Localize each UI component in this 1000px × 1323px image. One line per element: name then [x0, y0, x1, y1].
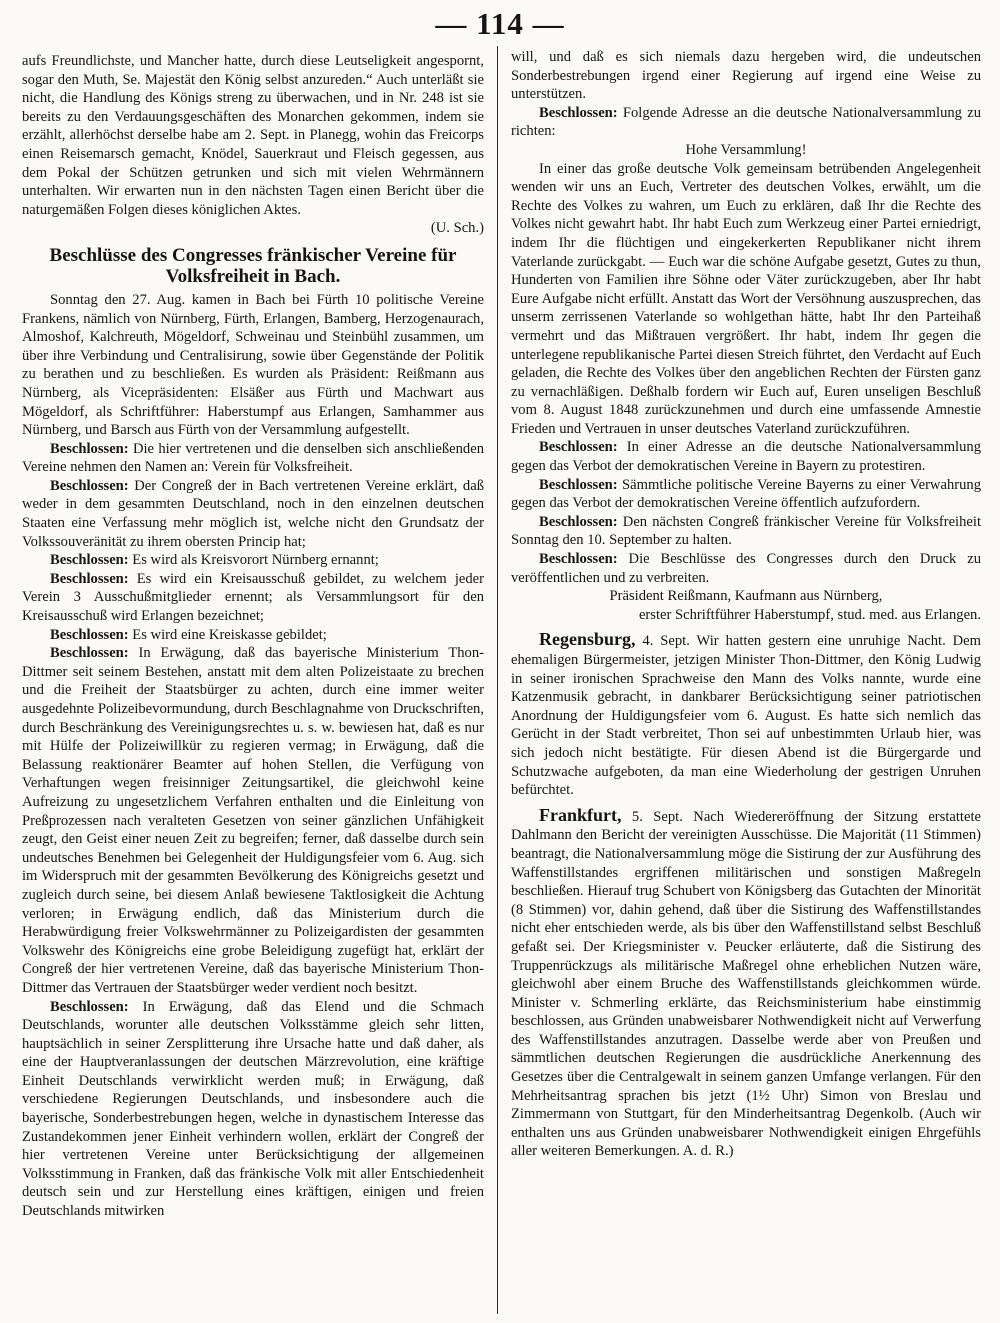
resolution-6 [22, 644, 484, 997]
resolution-keyword: Beschlossen: [539, 551, 618, 568]
resolution-keyword: Beschlossen: [50, 477, 129, 494]
resolution-text: Die Beschlüsse des Congresses durch den Druck zu veröffentlichen und zu verbreiten. [511, 551, 981, 586]
left-column [22, 52, 484, 1221]
resolution-keyword: Beschlossen: [539, 439, 618, 456]
resolution-text: In Erwägung, daß das bayerische Ministerium Thon-Dittmer seit seinem Bestehen, anstatt mit dem alten Polizeistaate zu brechen und die Freiheit der Staatsbürger zu achten, durch eine immer weiter ausgedehnte Polizeibevormundung, durch Beschlagnahme von Druckschriften, durch Beschränkung des Vereinigungsrechtes u. s. w. bewiesen hat, daß es nur mit Hülfe der Polizeiwillkür zu regieren vermag; in Erwägung, daß die Belassung reaktionärer Beamter auf hohen Stellen, die Verfügung von Verhaftungen wegen freisinniger Zeitungsartikel, die gleichwohl keine Aufreizung zu ungesetzlichem Verfahren enthalten und die Einleitung von Preßprozessen nach veralteten Gesetzen von seiner gänzlichen Unfähigkeit zeugt, den Geist einer neuen Zeit zu begreifen; ferner, daß dasselbe durch sein undeutsches Benehmen bei Gelegenheit der Huldigungsfeier vom 6. Aug. sich im Widerspruch mit der gesammten Bevölkerung des Königreichs gesetzt und zugleich durch seine, bei diesem Anlaß bewiesene Taktlosigkeit die Achtung verloren; in Erwägung endlich, daß das Ministerium durch die Herabwürdigung freier Volkswehrmänner zu Polizeigardisten der gesammten Volkswehr des Königreichs eine grobe Beleidigung zugefügt hat, erklärt der Congreß der hier vertretenen Vereine, daß das bayerische Ministerium Thon-Dittmer das Vertrauen der Staatsbürger weder verdient noch besitzt. [22, 645, 484, 996]
resolution-12 [511, 550, 981, 587]
resolution-text: In Erwägung, daß das Elend und die Schmach Deutschlands, worunter alle deutschen Volksstämme gleich sehr litten, hauptsächlich in seiner Zersplitterung ihre Ursache hatte und daß daher, als eine der Hauptveranlassungen der deutschen Märzrevolution, eine kräftige Einheit Deutschlands verwirklicht werden muß; in Erwägung, daß verschiedene Regierungen Deutschlands, und insbesondere auch die bayerische, Sonderbestrebungen hegen, welche in dynastischem Interesse das Zustandekommen jener Einheit verhindern wollen, erklärt der Congreß der hier vertretenen Vereine unter Berücksichtigung der allgemeinen Volksstimmung in Franken, daß das fränkische Volk mit aller Entschiedenheit deutsch sein und zur Herstellung eines kräftigen, einigen und freien Deutschlands mitwirken [22, 998, 484, 1220]
resolution-11 [511, 513, 981, 550]
resolution-5 [22, 626, 484, 645]
page-number: — 114 — [435, 6, 565, 41]
resolution-8 [511, 104, 981, 141]
congress-intro: Sonntag den 27. Aug. kamen in Bach bei Fürth 10 politische Vereine Frankens, nämlich von Nürnberg, Fürth, Erlangen, Bamberg, Herzogenaurach, Almoshof, Kalchreuth, Mögeldorf, Schweinau und Steinbühl zusammen, um über ihre Verbindung und Centralisirung, sowie über Gegenstände der Politik zu berathen und zu beschließen. Es wurden als Präsident: Reißmann aus Nürnberg, als Vicepräsidenten: Elsäßer aus Fürth und Machwart aus Mögeldorf, als Schriftführer: Haberstumpf aus Erlangen, Samhammer aus Nürnberg, und Barsch aus Fürth von der Versammlung aufgestellt. [22, 291, 484, 439]
resolution-text: Es wird als Kreisvorort Nürnberg ernannt; [128, 552, 379, 569]
article-signature: (U. Sch.) [430, 220, 484, 237]
resolution-keyword: Beschlossen: [50, 570, 129, 587]
resolution-7 [22, 998, 484, 1221]
frankfurt-report [511, 806, 981, 1161]
address-salutation: Hohe Versammlung! [685, 141, 807, 158]
report-text: 5. Sept. Nach Wiedereröffnung der Sitzung erstattete Dahlmann den Bericht der vereinigten Ausschüsse. Die Majorität (11 Stimmen) beantragt, die Nationalversammlung möge die Sistirung der zur Ausführung des Waffenstillstandes ergriffenen militärischen und sonstigen Maßregeln beschließen. Hierauf trug Schubert von Königsberg das Gutachten der Minorität (8 Stimmen) vor, dahin gehend, daß über die Sistirung des Waffenstillstandes nicht eher entschieden werde, als bis über den Waffenstillstand selbst Beschluß gefaßt sei. Der Kriegsminister v. Peucker erläuterte, daß die Sistirung des Truppenrückzugs als militärische Maßregel ohne erheblichen Nutzen wäre, gleichwohl aber einem Bruche des Waffenstillstands gleichkommen würde. Minister v. Schmerling erklärte, das Reichsministerium habe einstimmig beschlossen, aus Gründen unabweisbarer Nothwendigkeit nicht auf Verwerfung des Waffenstillstandes anzutragen. Dasselbe werde aber von Preußen und sämmtlichen deutschen Regierungen die ausdrückliche Anerkennung des Gesetzes über die Centralgewalt in seinem ganzen Umfange verlangen. Für den Mehrheitsantrag sprachen bis jetzt (1½ Uhr) Simon von Breslau und Zimmermann von Stuttgart, für den Minderheitsantrag Degenkolb. (Auch wir enthalten uns aus Gründen unabweisbarer Nothwendigkeit einigen Ehrgefühls aller weiteren Bemerkungen. A. d. R.) [511, 808, 981, 1160]
signature-secretary: erster Schriftführer Haberstumpf, stud. med. aus Erlangen. [638, 606, 981, 623]
resolution-keyword: Beschlossen: [539, 513, 618, 530]
resolution-text: Die hier vertretenen und die denselben sich anschließenden Vereine nehmen den Namen an: Verein für Volksfreiheit. [22, 440, 484, 476]
resolution-10 [511, 476, 981, 513]
resolution-text: Es wird ein Kreisausschuß gebildet, zu welchem jeder Verein 3 Ausschußmitglieder ernennt; als Versammlungsort für den Kreisausschuß wird Erlangen bezeichnet; [22, 570, 484, 625]
article-headline: Beschlüsse des Congresses fränkischer Vereine für Volksfreiheit in Bach. [49, 244, 457, 287]
column-divider [497, 46, 498, 1314]
resolution-keyword: Beschlossen: [539, 476, 618, 493]
dateline-place: Regensburg, [539, 629, 636, 650]
signature-president: Präsident Reißmann, Kaufmann aus Nürnberg, [609, 588, 883, 605]
resolution-text: Sämmtliche politische Vereine Bayerns zu einer Verwahrung gegen das Verbot der demokratischen Vereine öffentlich aufzufordern. [511, 476, 981, 512]
resolution-3 [22, 551, 484, 570]
resolution-keyword: Beschlossen: [50, 440, 129, 457]
article-continuation: aufs Freundlichste, und Mancher hatte, durch diese Leutseligkeit angespornt, sogar den Muth, Se. Majestät den König selbst anzureden.“ Auch unterläßt sie nicht, die Handlung des Königs streng zu überwachen, und in Nr. 248 ist sie bereits zu den Verdauungsgeschäften des Monarchen gekommen, indem sie erzählt, allerhöchst derselbe habe am 2. Sept. in Planegg, wohin das Freicorps einen Reisemarsch gemacht, Knödel, Sauerkraut und Fleisch gegessen, aus dem Pokal der Schützen getrunken und sich mit vielen Wehrmännern unterhalten. Wir erwarten nun in den nächsten Tagen einen Bericht über die naturgemäßen Folgen dieses königlichen Aktes. [22, 53, 484, 218]
resolution-keyword: Beschlossen: [50, 626, 129, 643]
resolution-text: In einer Adresse an die deutsche Nationalversammlung gegen das Verbot der demokratischen Vereine in Bayern zu protestiren. [511, 439, 981, 475]
regensburg-report [511, 630, 981, 799]
resolution-keyword: Beschlossen: [539, 104, 618, 121]
right-column [511, 48, 981, 1161]
dateline-place: Frankfurt, [539, 804, 622, 825]
report-text: 4. Sept. Wir hatten gestern eine unruhige Nacht. Dem ehemaligen Bürgermeister, jetzigen Minister Thon-Dittmer, den König Ludwig in seiner ironischen Sprachweise den Mann des Volks nannte, wurde eine Katzenmusik gebracht, in dankbarer Berücksichtigung seiner patriotischen Anordnung der Huldigungsfeier vom 6. August. Es hatte sich nemlich das Gerücht in der Stadt verbreitet, Thon sei auf unbestimmten Urlaub hier, was sich jedoch nicht bestätigte. Für diesen Abend ist die Bürgergarde und Schutzwache aufgeboten, da man eine Wiederholung der gestrigen Unruhen befürchtet. [511, 633, 981, 799]
resolution-2 [22, 477, 484, 551]
resolution-text: Es wird eine Kreiskasse gebildet; [128, 626, 327, 643]
resolution-4 [22, 570, 484, 626]
resolution-text: Der Congreß der in Bach vertretenen Vereine erklärt, daß weder in dem gesammten Deutschland, noch in den einzelnen deutschen Staaten eine Verfassung mehr möglich ist, welche nicht den Grundsatz der Volkssouveränität zu ihrem obersten Princip hat; [22, 477, 484, 550]
resolution-9 [511, 438, 981, 475]
resolution-7-continuation: will, und daß es sich niemals dazu hergeben wird, die undeutschen Sonderbestrebungen irgend einer Regierung auf irgend eine Weise zu unterstützen. [511, 49, 981, 103]
resolution-1 [22, 440, 484, 477]
resolution-text: Folgende Adresse an die deutsche Nationalversammlung zu richten: [511, 104, 981, 140]
resolution-keyword: Beschlossen: [50, 645, 129, 662]
resolution-keyword: Beschlossen: [50, 998, 129, 1015]
resolution-text: Den nächsten Congreß fränkischer Vereine für Volksfreiheit Sonntag den 10. September zu halten. [511, 513, 981, 549]
address-body: In einer das große deutsche Volk gemeinsam betrübenden Angelegenheit wenden wir uns an Euch, Vertreter des deutschen Volkes, erwählt, um die Rechte des Volkes zu wahren, um Euch zu erklären, daß Ihr die Rechte des Volkes nicht gewahrt habt. Ihr habt Euch zum Werkzeug einer Partei erniedrigt, indem Ihr die flüchtigen und eingekerkerten Republikaner nicht ihrem Vaterlande zurückgabt. — Euch war die schöne Aufgabe gesetzt, Gutes zu thun, Hunderten von Familien ihre Söhne oder Väter zurückzugeben, aber Ihr habt Eure Aufgabe nicht erfüllt. Anstatt das Wort der Versöhnung auszusprechen, das unserm zerrissenen Vaterlande so wohlgethan hätte, habt Ihr den Parteihaß vermehrt und das Mißtrauen vergrößert. Ihr habt, indem Ihr gegen die unterlegene republikanische Partei diesen Streich führtet, den Verdacht auf Euch geladen, die Rechte des Volkes über den angeblichen Rechten der Fürsten ganz zu vernachläßigen. Deßhalb fordern wir Euch auf, Euren unseligen Beschluß vom 8. August 1848 zurückzunehmen und durch eine umfassende Amnestie Frieden und Vertrauen in unser deutsches Vaterland zurückzuführen. [511, 160, 981, 437]
resolution-keyword: Beschlossen: [50, 552, 129, 569]
